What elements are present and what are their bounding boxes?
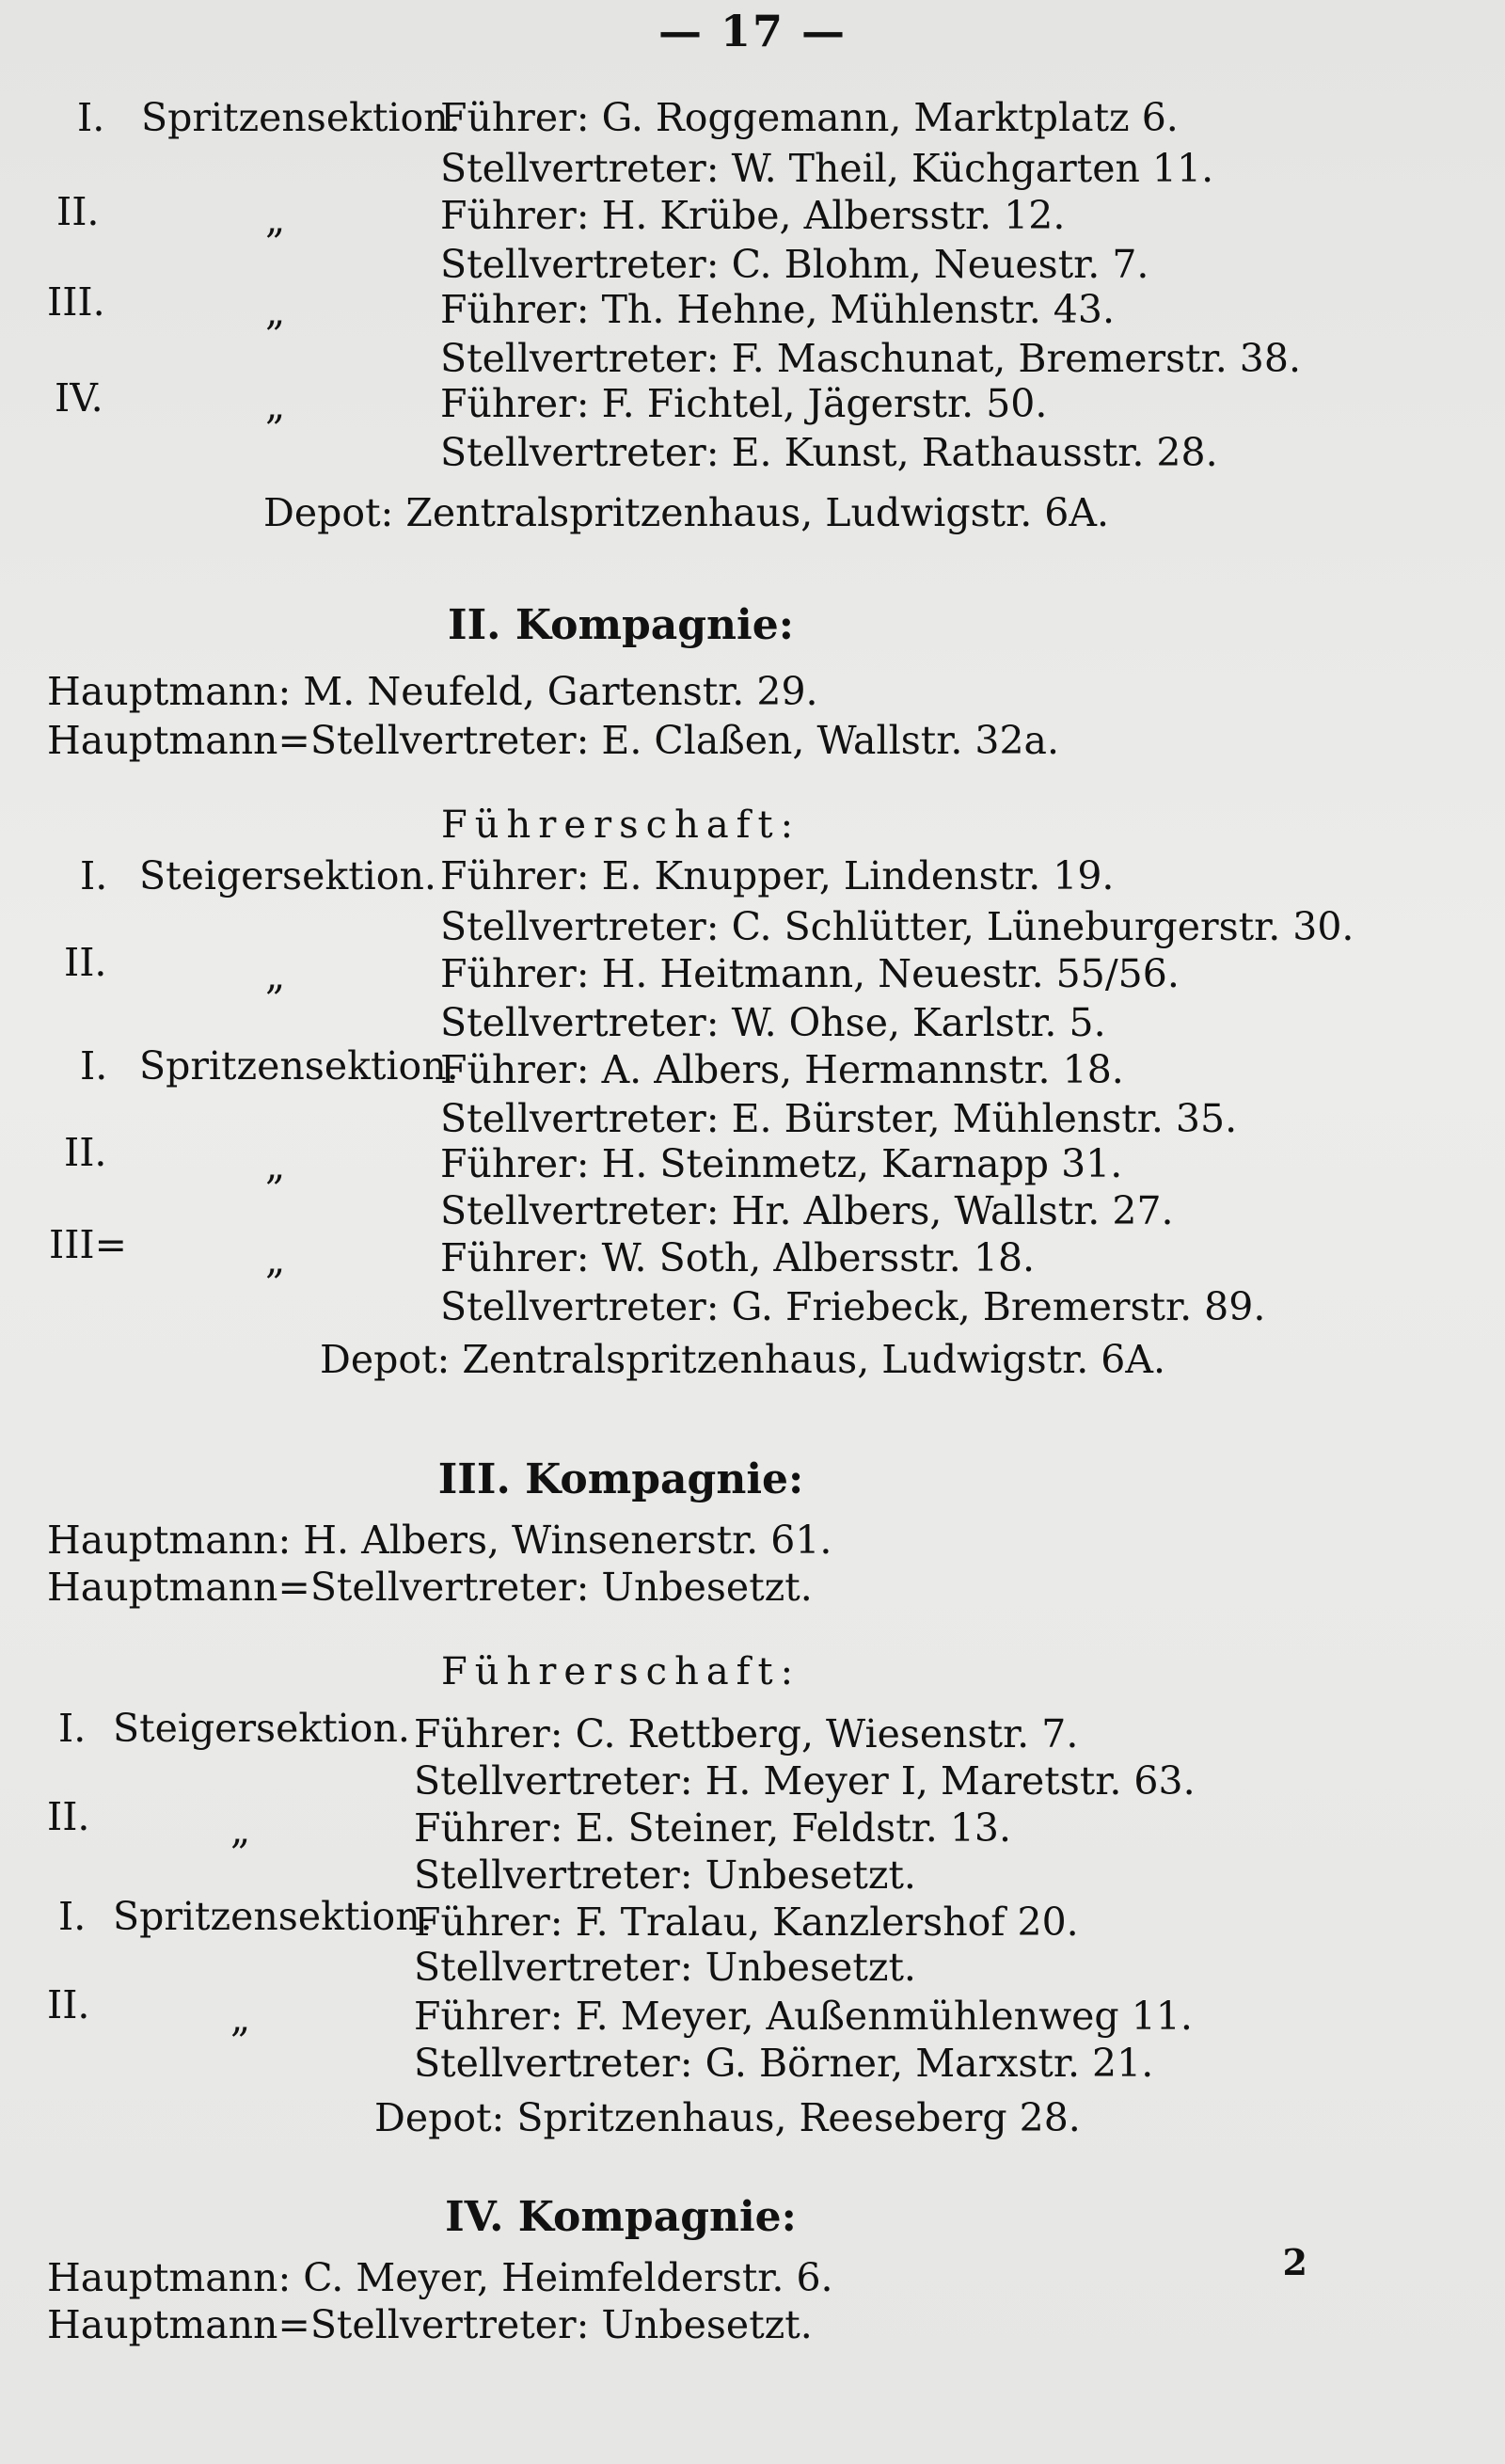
k3-num-6: II. <box>47 1982 90 2027</box>
k2-num-8: III= <box>49 1222 127 1267</box>
k3-row-4: Führer: F. Tralau, Kanzlershof 20. <box>414 1900 1079 1945</box>
k3-row-1: Stellvertreter: H. Meyer I, Maretstr. 63. <box>414 1758 1196 1804</box>
k2-title: II. Kompagnie: <box>448 601 794 649</box>
k1-num-2: II. <box>56 189 100 234</box>
k2-row-8: Führer: W. Soth, Albersstr. 18. <box>440 1235 1036 1280</box>
k2-num-0: I. <box>80 853 108 898</box>
k2-num-6: II. <box>64 1130 107 1175</box>
k4-title: IV. Kompagnie: <box>445 2193 797 2241</box>
k2-row-9: Stellvertreter: G. Friebeck, Bremerstr. 89. <box>440 1284 1266 1329</box>
k2-stellvertreter: Hauptmann=Stellvertreter: E. Claßen, Wallstr. 32a. <box>47 718 1060 763</box>
k3-row-2: Führer: E. Steiner, Feldstr. 13. <box>414 1805 1012 1851</box>
k4-hauptmann: Hauptmann: C. Meyer, Heimfelderstr. 6. <box>47 2255 833 2300</box>
k1-num-0: I. <box>77 95 105 140</box>
k2-ditto-2: „ <box>265 953 286 998</box>
k1-ditto-2: „ <box>265 197 286 242</box>
k2-ditto-6: „ <box>265 1143 286 1188</box>
k3-stellvertreter: Hauptmann=Stellvertreter: Unbesetzt. <box>47 1565 813 1610</box>
k1-row-5: Stellvertreter: F. Maschunat, Bremerstr. 38. <box>440 336 1301 381</box>
k3-row-6: Führer: F. Meyer, Außenmühlenweg 11. <box>414 1994 1193 2039</box>
k2-row-0: Führer: E. Knupper, Lindenstr. 19. <box>440 853 1115 898</box>
k1-row-0: Führer: G. Roggemann, Marktplatz 6. <box>440 95 1179 140</box>
k1-row-1: Stellvertreter: W. Theil, Küchgarten 11. <box>440 146 1214 191</box>
signature-mark: 2 <box>1282 2241 1307 2283</box>
k3-section-0: Steigersektion. <box>113 1706 410 1751</box>
k1-row-2: Führer: H. Krübe, Albersstr. 12. <box>440 193 1066 238</box>
k3-ditto-2: „ <box>230 1807 251 1852</box>
k3-depot: Depot: Spritzenhaus, Reeseberg 28. <box>374 2095 1081 2140</box>
k2-row-6: Führer: H. Steinmetz, Karnapp 31. <box>440 1141 1123 1186</box>
k2-row-2: Führer: H. Heitmann, Neuestr. 55/56. <box>440 951 1180 996</box>
k2-num-4: I. <box>80 1043 108 1089</box>
k1-depot: Depot: Zentralspritzenhaus, Ludwigstr. 6A. <box>263 490 1110 535</box>
k1-row-6: Führer: F. Fichtel, Jägerstr. 50. <box>440 381 1048 426</box>
k3-ditto-6: „ <box>230 1995 251 2041</box>
k1-ditto-6: „ <box>265 383 286 428</box>
k3-hauptmann: Hauptmann: H. Albers, Winsenerstr. 61. <box>47 1518 832 1563</box>
k2-section-0: Steigersektion. <box>139 853 436 898</box>
k2-ditto-8: „ <box>265 1237 286 1282</box>
k1-row-7: Stellvertreter: E. Kunst, Rathausstr. 28. <box>440 430 1218 475</box>
k3-num-4: I. <box>58 1894 87 1939</box>
k2-fuehrerschaft: Führerschaft: <box>440 803 801 847</box>
k3-num-2: II. <box>47 1794 90 1839</box>
k1-num-6: IV. <box>55 375 103 421</box>
k2-depot: Depot: Zentralspritzenhaus, Ludwigstr. 6A. <box>320 1337 1166 1382</box>
k1-num-4: III. <box>47 279 105 325</box>
k2-hauptmann: Hauptmann: M. Neufeld, Gartenstr. 29. <box>47 669 818 714</box>
k3-row-5: Stellvertreter: Unbesetzt. <box>414 1945 916 1990</box>
k1-section-0: Spritzensektion. <box>141 95 461 140</box>
page-number: — 17 — <box>657 6 848 56</box>
k3-fuehrerschaft: Führerschaft: <box>440 1650 801 1693</box>
k2-row-4: Führer: A. Albers, Hermannstr. 18. <box>440 1047 1124 1092</box>
k3-title: III. Kompagnie: <box>437 1455 804 1503</box>
k2-section-4: Spritzensektion. <box>139 1043 459 1089</box>
k3-num-0: I. <box>58 1706 87 1751</box>
k3-row-3: Stellvertreter: Unbesetzt. <box>414 1852 916 1898</box>
k1-row-3: Stellvertreter: C. Blohm, Neuestr. 7. <box>440 242 1149 287</box>
k2-row-5: Stellvertreter: E. Bürster, Mühlenstr. 35. <box>440 1096 1238 1141</box>
k2-row-7: Stellvertreter: Hr. Albers, Wallstr. 27. <box>440 1188 1174 1233</box>
k2-row-1: Stellvertreter: C. Schlütter, Lüneburgerstr. 30. <box>440 904 1354 949</box>
k3-row-7: Stellvertreter: G. Börner, Marxstr. 21. <box>414 2041 1154 2086</box>
k1-ditto-4: „ <box>265 289 286 334</box>
k2-num-2: II. <box>64 940 107 985</box>
k4-stellvertreter: Hauptmann=Stellvertreter: Unbesetzt. <box>47 2302 813 2347</box>
k2-row-3: Stellvertreter: W. Ohse, Karlstr. 5. <box>440 1000 1106 1045</box>
k1-row-4: Führer: Th. Hehne, Mühlenstr. 43. <box>440 287 1115 332</box>
k3-row-0: Führer: C. Rettberg, Wiesenstr. 7. <box>414 1711 1079 1757</box>
k3-section-4: Spritzensektion. <box>113 1894 433 1939</box>
